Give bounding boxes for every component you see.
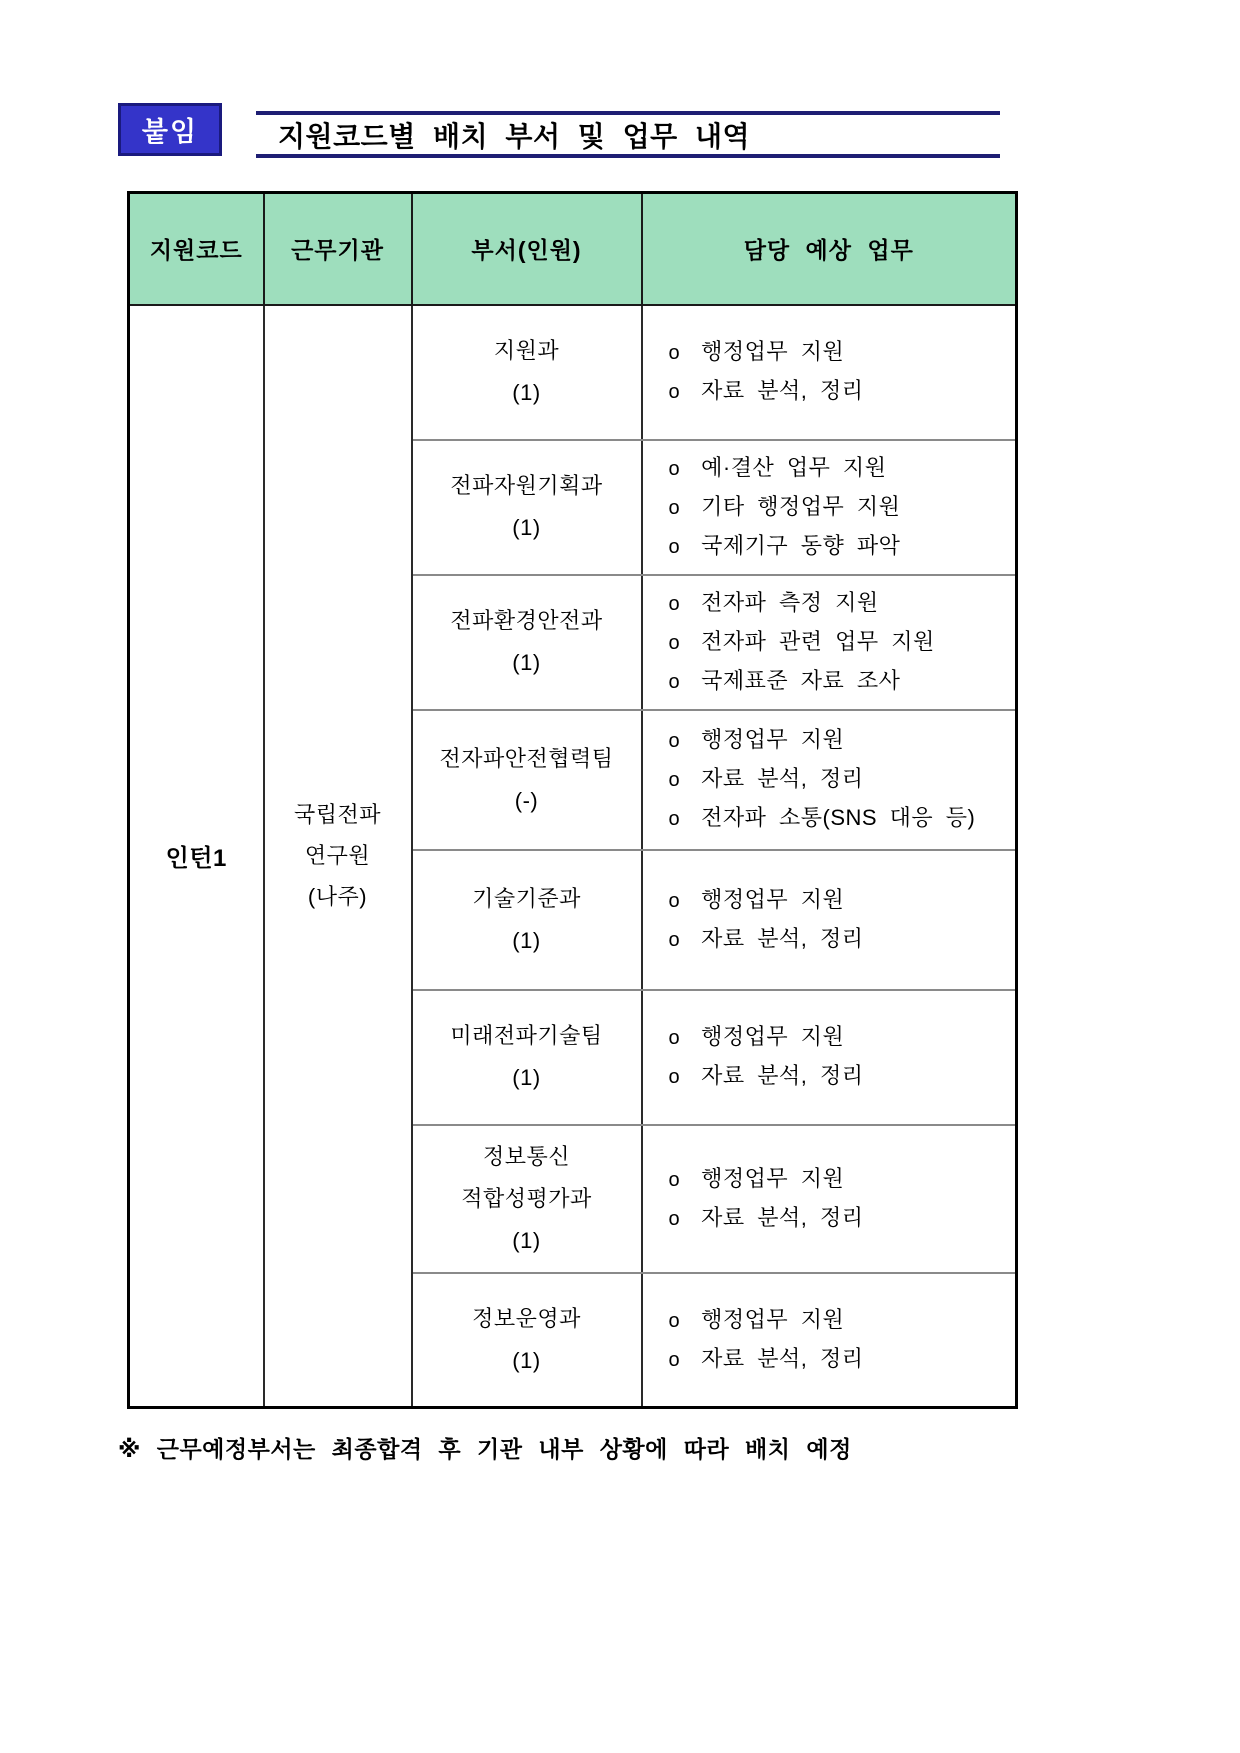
task-text: 자료 분석, 정리 [701,378,864,403]
department-name-line: 지원과 [493,338,560,363]
task-text: 기타 행정업무 지원 [701,493,901,519]
task-item [669,1018,1008,1057]
bullet-marker: o [668,1066,681,1088]
department-cell [412,575,642,710]
bullet-marker: o [668,535,681,558]
organization-line: 연구원 [304,843,371,869]
table-header-row [129,193,1017,305]
department-cell [412,850,642,990]
tasks-cell [642,575,1017,710]
bullet-marker: o [668,889,681,912]
task-item [669,449,1008,488]
bullet-marker: o [668,381,681,403]
table-body [129,305,1017,1408]
department-name-line: 전자파안전협력팀 [439,745,614,771]
organization-cell [264,305,412,1408]
department-cell [412,305,642,440]
task-text: 자료 분석, 정리 [701,1345,864,1371]
department-name-line: (1) [512,380,541,405]
task-text: 전자파 소통(SNS 대응 등) [701,805,976,830]
department-name-line: (1) [512,1227,541,1253]
tasks-cell [642,710,1017,850]
table-row [129,305,1017,440]
intern-code-label: 인턴1 [165,845,227,873]
task-item [669,488,1008,527]
code-cell [129,305,264,1408]
department-name-line: 전파자원기획과 [450,473,603,498]
bullet-marker: o [668,1309,681,1332]
tasks-cell [642,440,1017,575]
department-name-line: (-) [514,787,539,813]
bullet-marker: o [668,769,681,791]
department-name-line: (1) [512,1347,541,1373]
task-item [669,1160,1008,1199]
department-cell [412,1273,642,1408]
bullet-marker: o [668,631,681,654]
task-item [669,799,1008,838]
organization-line: (나주) [307,884,368,910]
bullet-marker: o [668,1207,681,1230]
task-text: 자료 분석, 정리 [701,925,864,951]
bullet-marker: o [668,496,681,519]
task-item [669,1057,1008,1096]
task-item [669,333,1008,372]
department-name-line: (1) [512,1065,541,1090]
tasks-cell [642,1273,1017,1408]
department-name-line: 미래전파기술팀 [450,1023,603,1048]
column-header-department: 부서(인원) [412,193,642,305]
department-cell [412,990,642,1125]
task-text: 행정업무 지원 [701,1024,845,1049]
bullet-marker: o [668,1168,681,1191]
bullet-marker: o [668,1027,681,1049]
department-name-line: (1) [512,650,541,675]
task-text: 행정업무 지원 [701,886,845,912]
department-name-line: 정보통신 [482,1143,570,1169]
task-item [669,881,1008,920]
task-text: 행정업무 지원 [701,339,845,364]
department-name-line: 적합성평가과 [461,1185,592,1211]
task-text: 전자파 관련 업무 지원 [701,628,935,654]
task-text: 행정업무 지원 [701,727,845,752]
bullet-marker: o [668,342,681,364]
task-text: 국제표준 자료 조사 [701,667,901,693]
tasks-cell [642,305,1017,440]
department-name-line: 정보운영과 [472,1305,581,1331]
task-text: 행정업무 지원 [701,1306,845,1332]
tasks-cell [642,850,1017,990]
task-text: 자료 분석, 정리 [701,1063,864,1088]
tasks-cell [642,1125,1017,1273]
task-text: 행정업무 지원 [701,1165,845,1191]
assignment-table [127,191,1018,1409]
task-text: 자료 분석, 정리 [701,766,864,791]
bullet-marker: o [668,1348,681,1371]
task-text: 예·결산 업무 지원 [701,454,887,480]
department-name-line: 기술기준과 [472,885,581,911]
attachment-badge [118,103,222,156]
tasks-cell [642,990,1017,1125]
bullet-marker: o [668,928,681,951]
attachment-badge-label: 붙임 [141,117,199,147]
page-title: 지원코드별 배치 부서 및 업무 내역 [278,120,751,152]
task-item [669,527,1008,566]
task-item [669,1199,1008,1238]
bullet-marker: o [668,670,681,693]
task-item [669,372,1008,411]
task-item [669,623,1008,662]
department-name-line: 전파환경안전과 [450,608,603,633]
department-name-line: (1) [512,927,541,953]
task-item [669,662,1008,701]
task-item [669,584,1008,623]
bullet-marker: o [668,730,681,752]
footnote: ※ 근무예정부서는 최종합격 후 기관 내부 상황에 따라 배치 예정 [118,1436,852,1462]
bullet-marker: o [668,808,681,830]
column-header-tasks: 담당 예상 업무 [642,193,1017,305]
title-block [256,111,1000,158]
department-cell [412,710,642,850]
task-item [669,721,1008,760]
department-name-line: (1) [512,515,541,540]
department-cell [412,440,642,575]
organization-line: 국립전파 [293,802,381,828]
task-item [669,760,1008,799]
task-text: 자료 분석, 정리 [701,1204,864,1230]
column-header-code: 지원코드 [129,193,264,305]
task-text: 국제기구 동향 파악 [701,532,901,558]
bullet-marker: o [668,457,681,480]
document-header [118,0,1000,158]
bullet-marker: o [668,592,681,615]
task-item [669,1301,1008,1340]
task-item [669,920,1008,959]
task-item [669,1340,1008,1379]
task-text: 전자파 측정 지원 [701,589,879,615]
department-cell [412,1125,642,1273]
column-header-organization: 근무기관 [264,193,412,305]
